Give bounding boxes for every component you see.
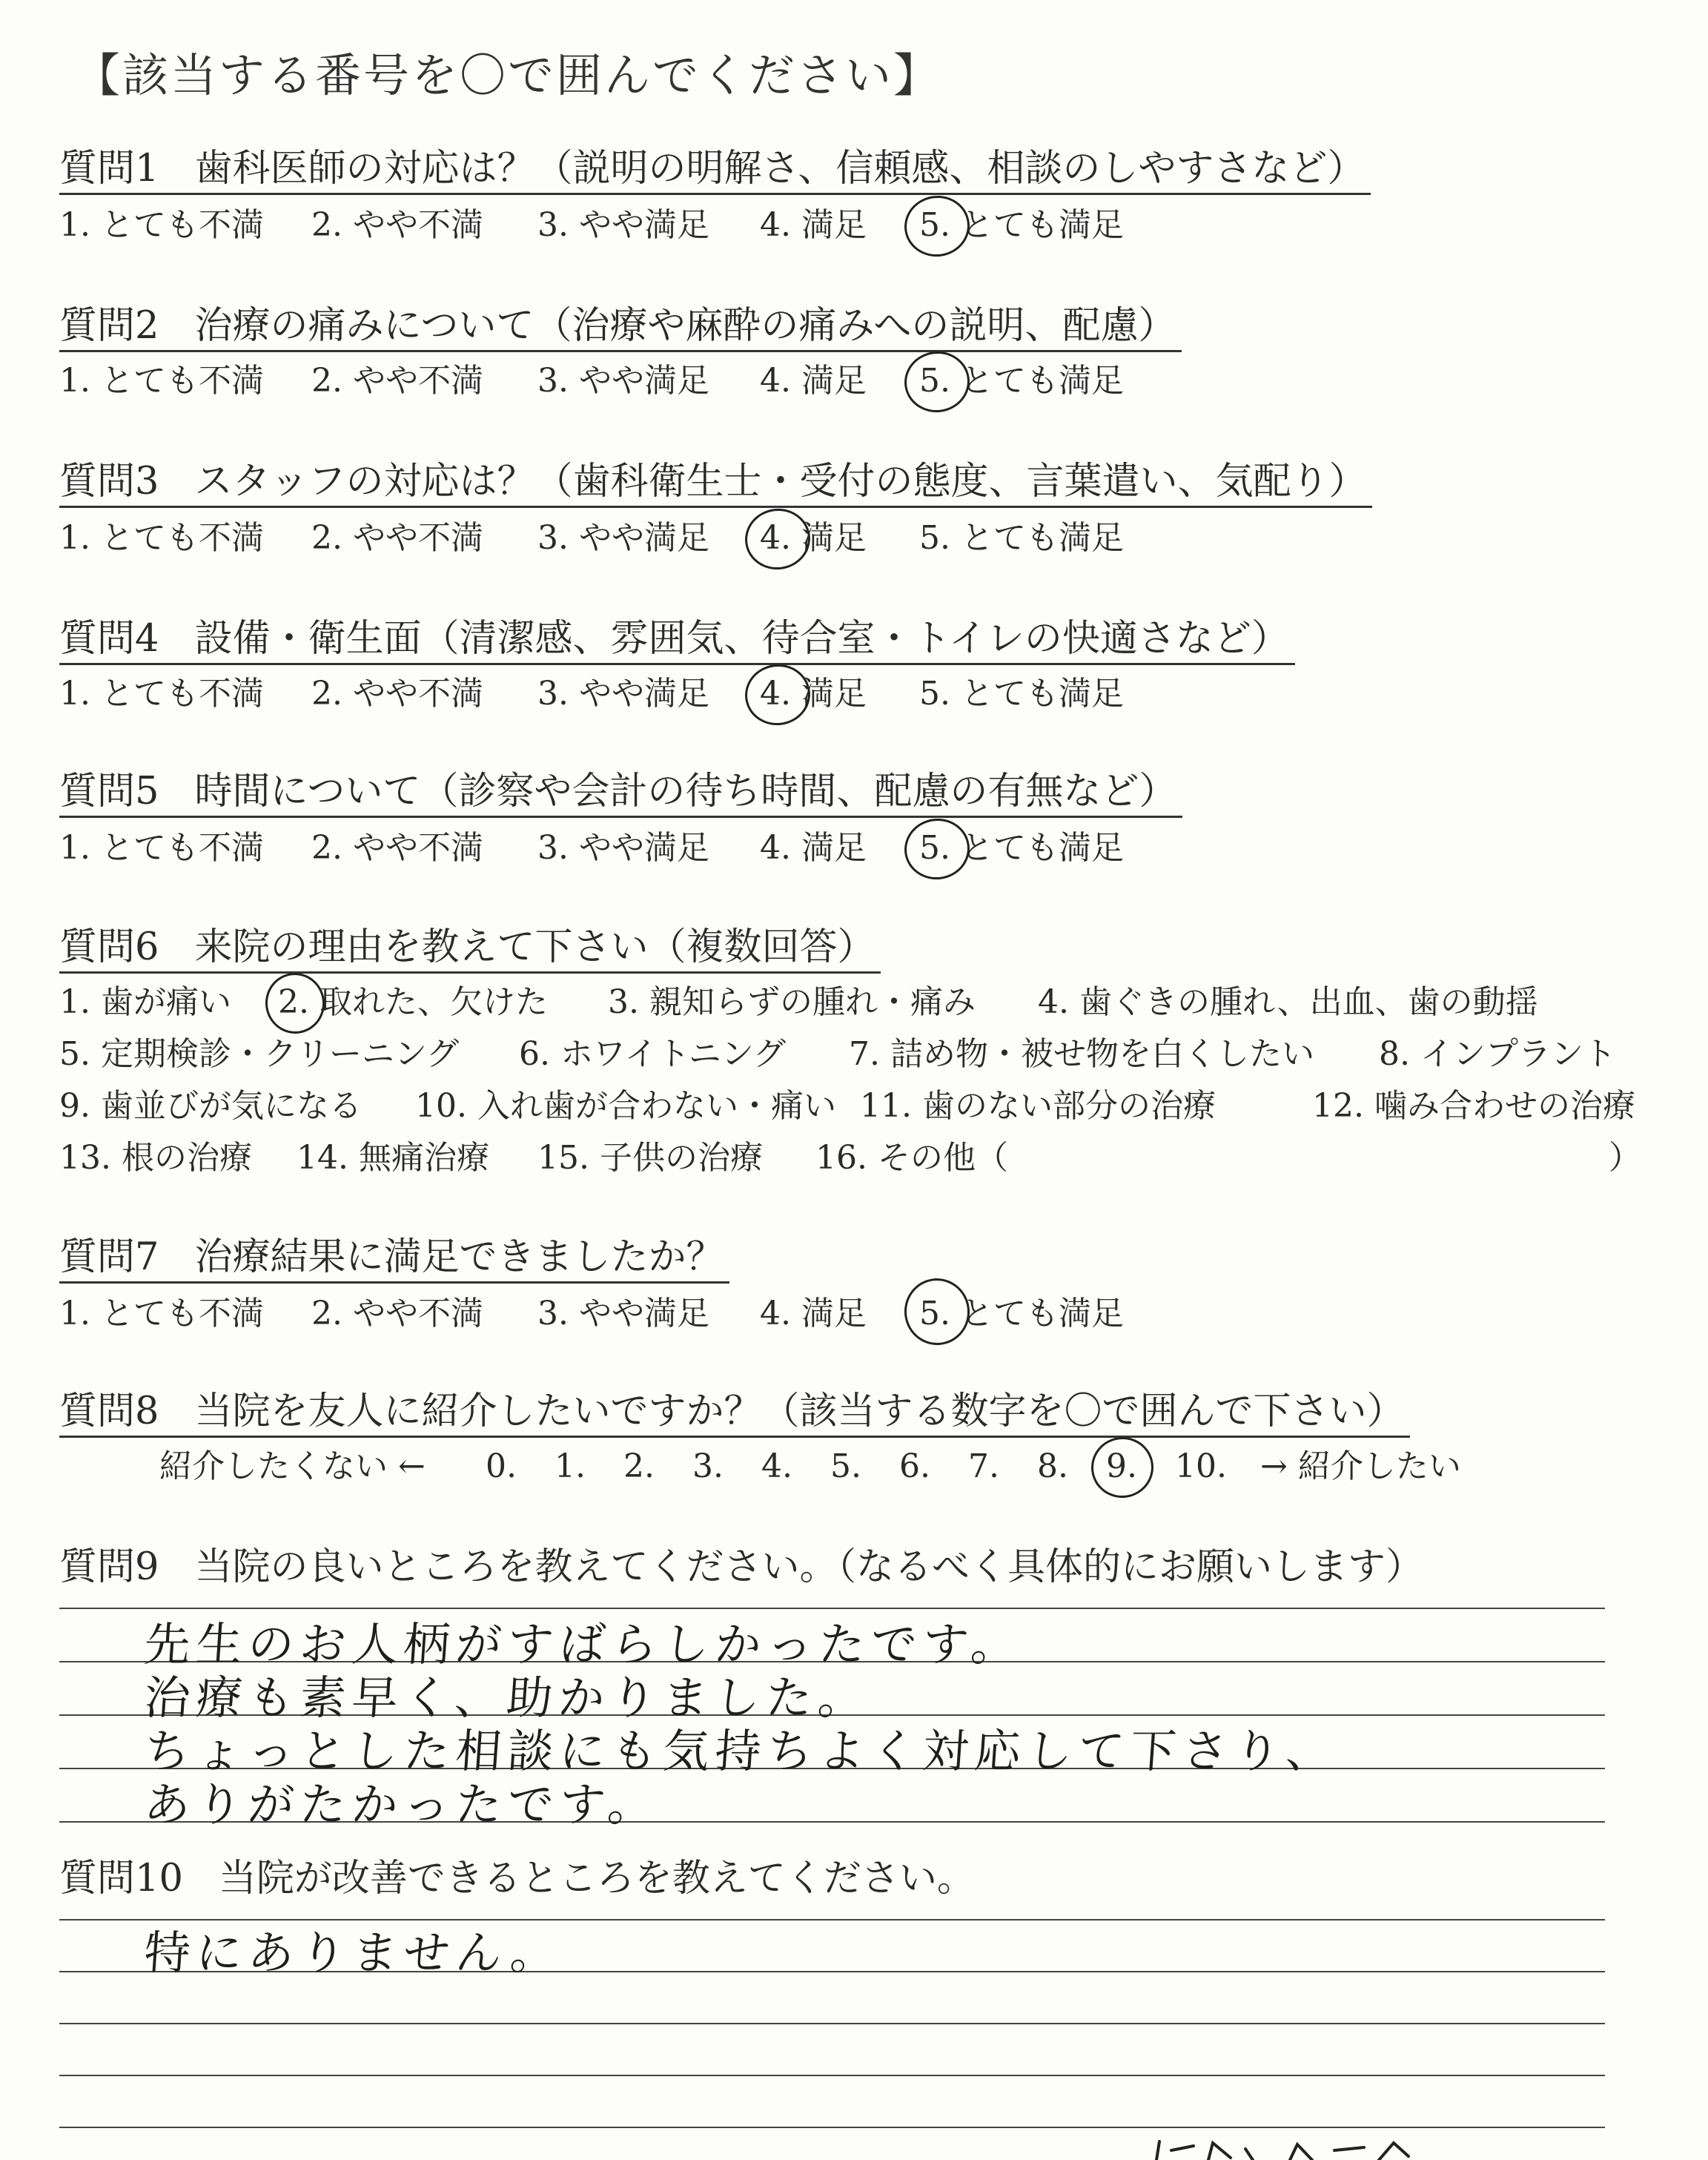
question-3-number: 質問3 [59,460,159,503]
question-7-heading [59,1234,729,1284]
q2-option-5[interactable]: 5. とても満足 [919,362,1124,400]
q3-option-3[interactable]: 3. やや満足 [537,519,709,557]
question-6-options-row-1 [59,982,1675,1023]
question-1-text: 歯科医師の対応は？（説明の明解さ、信頼感、相談のしやすさなど） [194,147,1366,191]
question-6-text: 来院の理由を教えて下さい（複数回答） [194,925,875,969]
reason-other-close-paren: ） [1609,1139,1641,1177]
answer-10-rule-4 [59,2075,1605,2076]
reason-option-11[interactable]: 11. 歯のない部分の治療 [860,1087,1216,1125]
q4-option-1[interactable]: 1. とても不満 [59,675,264,713]
reason-option-6[interactable]: 6. ホワイトニング [519,1035,787,1073]
q4-option-2[interactable]: 2. やや不満 [311,675,483,713]
reason-option-4[interactable]: 4. 歯ぐきの腫れ、出血、歯の動揺 [1038,983,1538,1021]
q5-option-1[interactable]: 1. とても不満 [59,829,264,867]
q2-option-2[interactable]: 2. やや不満 [311,362,483,400]
question-4-number: 質問4 [59,617,159,661]
recommend-option-2[interactable]: 2. [623,1447,655,1485]
recommend-option-4[interactable]: 4. [761,1447,792,1485]
recommend-option-3[interactable]: 3. [692,1447,724,1485]
reason-option-1[interactable]: 1. 歯が痛い [59,983,231,1021]
reason-option-14[interactable]: 14. 無痛治療 [297,1139,489,1177]
recommend-option-6[interactable]: 6. [899,1447,930,1485]
reason-option-5[interactable]: 5. 定期検診・クリーニング [59,1035,460,1073]
question-1-heading [59,145,1371,195]
question-9-text: 当院の良いところを教えてください。（なるべく具体的にお願いします） [194,1545,1423,1589]
q3-option-5[interactable]: 5. とても満足 [919,519,1124,557]
question-3-options [59,518,1675,559]
question-9-heading [59,1544,1429,1591]
question-4-text: 設備・衛生面（清潔感、雰囲気、待合室・トイレの快適さなど） [194,617,1289,661]
question-6-options-row-4 [59,1137,1675,1179]
q4-option-3[interactable]: 3. やや満足 [537,675,709,713]
q5-option-4[interactable]: 4. 満足 [760,829,867,867]
recommend-right-label: → 紹介したい [1260,1447,1461,1485]
answer-9-handwriting-line-1: 先生のお人柄がすばらしかったです。 [142,1617,1025,1671]
q1-option-3[interactable]: 3. やや満足 [537,206,709,244]
q3-option-1[interactable]: 1. とても不満 [59,519,264,557]
recommend-option-8[interactable]: 8. [1037,1447,1068,1485]
reason-option-15[interactable]: 15. 子供の治療 [537,1139,763,1177]
question-4-options [59,673,1675,715]
q1-option-4[interactable]: 4. 満足 [760,206,867,244]
reason-option-13[interactable]: 13. 根の治療 [59,1139,252,1177]
reason-option-3[interactable]: 3. 親知らずの腫れ・痛み [608,983,976,1021]
question-8-text: 当院を友人に紹介したいですか？（該当する数字を〇で囲んで下さい） [194,1390,1405,1433]
question-9-number: 質問9 [59,1545,159,1589]
question-5-heading [59,768,1182,818]
reason-option-7[interactable]: 7. 詰め物・被せ物を白くしたい [849,1035,1314,1073]
question-2-heading [59,303,1182,352]
question-2-options [59,360,1675,402]
q7-option-1[interactable]: 1. とても不満 [59,1295,264,1332]
question-7-number: 質問7 [59,1235,159,1279]
question-7-options [59,1293,1675,1335]
recommend-option-7[interactable]: 7. [968,1447,999,1485]
recommend-option-5[interactable]: 5. [830,1447,861,1485]
question-10-number: 質問10 [59,1857,183,1900]
page-title: 【該当する番号を〇で囲んでください】 [74,48,942,102]
reason-option-2[interactable]: 2. 取れた、欠けた [278,983,548,1021]
question-10-heading [59,1855,981,1903]
question-6-options-row-3 [59,1086,1675,1127]
question-6-options-row-2 [59,1034,1675,1075]
question-6-heading [59,924,881,974]
answer-10-handwriting-line-1: 特にありません。 [142,1926,564,1980]
q7-option-2[interactable]: 2. やや不満 [311,1295,483,1332]
question-1-number: 質問1 [59,147,159,191]
q2-option-1[interactable]: 1. とても不満 [59,362,264,400]
recommend-option-10[interactable]: 10. [1175,1447,1227,1485]
question-4-heading [59,615,1295,665]
answer-9-handwriting-line-2: 治療も素早く、助かりました。 [142,1671,872,1725]
answer-10-rule-5 [59,2127,1605,2128]
q7-option-3[interactable]: 3. やや満足 [537,1295,709,1332]
question-3-text: スタッフの対応は？（歯科衛生士・受付の態度、言葉遣い、気配り） [194,460,1367,503]
answer-10-rule-3 [59,2023,1605,2024]
cropped-handwriting-mark [1142,2136,1497,2160]
q5-option-5[interactable]: 5. とても満足 [919,829,1124,867]
answer-9-handwriting-line-4: ありがたかったです。 [142,1777,662,1832]
question-1-options [59,205,1675,246]
reason-option-16[interactable]: 16. その他（ [815,1139,1008,1177]
recommend-option-9[interactable]: 9. [1106,1447,1137,1485]
q4-option-5[interactable]: 5. とても満足 [919,675,1124,713]
q5-option-2[interactable]: 2. やや不満 [311,829,483,867]
reason-option-8[interactable]: 8. インプラント [1379,1035,1616,1073]
q7-option-5[interactable]: 5. とても満足 [919,1295,1124,1332]
question-8-number: 質問8 [59,1390,159,1433]
q3-option-2[interactable]: 2. やや不満 [311,519,483,557]
question-3-heading [59,458,1372,508]
reason-option-12[interactable]: 12. 噛み合わせの治療 [1312,1087,1635,1125]
question-10-text: 当院が改善できるところを教えてください。 [218,1857,975,1900]
question-7-text: 治療結果に満足できましたか？ [194,1235,724,1279]
answer-9-handwriting-line-3: ちょっとした相談にも気持ちよく対応して下さり、 [142,1724,1340,1778]
q3-option-4[interactable]: 4. 満足 [760,519,867,557]
reason-option-10[interactable]: 10. 入れ歯が合わない・痛い [415,1087,836,1125]
question-2-number: 質問2 [59,304,159,348]
q1-option-2[interactable]: 2. やや不満 [311,206,483,244]
reason-option-9[interactable]: 9. 歯並びが気になる [59,1087,362,1125]
q2-option-3[interactable]: 3. やや満足 [537,362,709,400]
q4-option-4[interactable]: 4. 満足 [760,675,867,713]
question-2-text: 治療の痛みについて（治療や麻酔の痛みへの説明、配慮） [194,304,1176,348]
question-5-text: 時間について（診察や会計の待ち時間、配慮の有無など） [194,770,1177,813]
q1-option-5[interactable]: 5. とても満足 [919,206,1124,244]
q1-option-1[interactable]: 1. とても不満 [59,206,264,244]
q7-option-4[interactable]: 4. 満足 [760,1295,867,1332]
recommend-option-1[interactable]: 1. [555,1447,586,1485]
question-8-heading [59,1388,1410,1438]
q2-option-4[interactable]: 4. 満足 [760,362,867,400]
q5-option-3[interactable]: 3. やや満足 [537,829,709,867]
question-6-number: 質問6 [59,925,159,969]
question-8-scale [59,1446,1675,1487]
recommend-option-0[interactable]: 0. [486,1447,517,1485]
recommend-left-label: 紹介したくない ← [159,1447,426,1485]
question-5-number: 質問5 [59,770,159,813]
question-5-options [59,828,1675,869]
